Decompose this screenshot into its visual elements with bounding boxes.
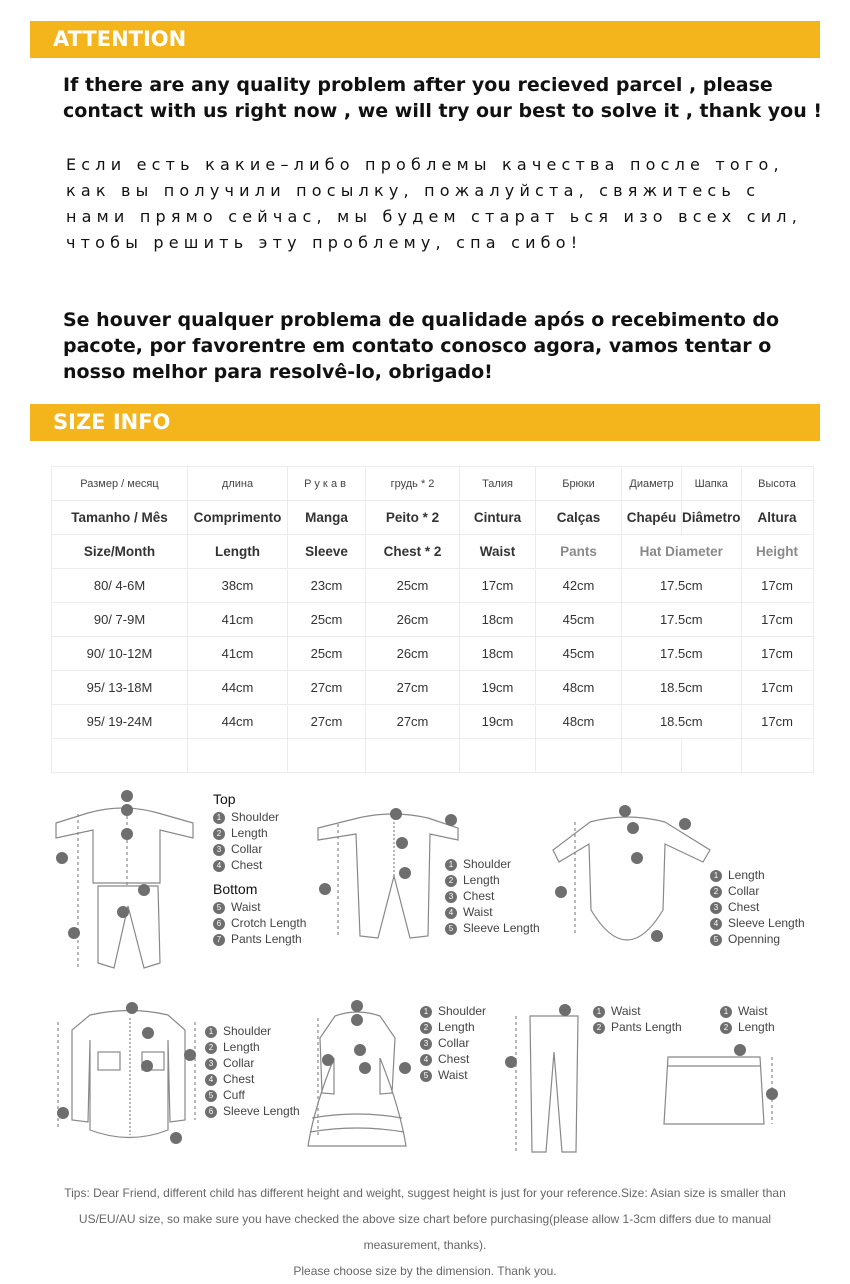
empty-cell [682, 739, 742, 773]
header-cell: Waist [460, 535, 536, 569]
shirt-diagram [50, 1000, 200, 1150]
legend-item: Pants Length [611, 1020, 682, 1034]
leggings-legend: 1 Waist 2 Pants Length [593, 1003, 682, 1035]
size-row [52, 603, 814, 637]
size-cell: 19cm [460, 705, 536, 739]
header-cell: Брюки [536, 467, 622, 501]
legend-item: Openning [728, 932, 781, 946]
attention-portuguese-text: Se houver qualquer problema de qualidade após o recebimento do pacote, por favorentre em contato conosco agora, vamos tentar o nosso melhor para resolvê-lo, obrigado! [63, 309, 780, 383]
legend-item: Collar [223, 1056, 255, 1070]
bodysuit-legend: 1 Length 2 Collar 3 Chest 4 Sleeve Length 5 Openning [710, 867, 805, 947]
empty-cell [52, 739, 188, 773]
size-cell: 17cm [741, 671, 813, 705]
size-cell: 18cm [460, 637, 536, 671]
attention-title: ATTENTION [53, 27, 187, 51]
legend-item: Shoulder [231, 810, 280, 824]
header-row-russian [52, 467, 814, 501]
jumpsuit-illustration [308, 806, 468, 946]
tips-text [45, 1180, 805, 1284]
header-cell: Pants [536, 535, 622, 569]
legend-item: Crotch Length [231, 916, 307, 930]
header-cell: Размер / месяц [52, 467, 188, 501]
header-cell: Sleeve [288, 535, 366, 569]
legend-item: Shoulder [438, 1004, 487, 1018]
legend-item: Length [463, 873, 500, 887]
legend-item: Chest [223, 1072, 255, 1086]
attention-english-text: If there are any quality problem after you recieved parcel , please contact with us right now , we will try our best to solve it , thank you ! [63, 74, 823, 122]
header-cell: Height [741, 535, 813, 569]
size-cell: 48cm [536, 671, 622, 705]
top-heading: Top [213, 791, 236, 807]
size-cell: 80/ 4-6M [52, 569, 188, 603]
size-cell: 17cm [741, 637, 813, 671]
header-cell: Altura [741, 501, 813, 535]
size-chart-table [51, 466, 814, 773]
attention-russian-text: Если есть какие–либо проблемы качества после того, как вы получили посылку, пожалуйста, свяжитесь с нами прямо сейчас, мы будем старат ься изо всех сил, чтобы решить эту проблему, спа сибо! [66, 155, 803, 252]
size-cell: 17cm [741, 603, 813, 637]
size-rows [52, 569, 814, 773]
legend-item: Sleeve Length [728, 916, 805, 930]
header-cell: Size/Month [52, 535, 188, 569]
size-cell: 17.5cm [622, 637, 742, 671]
legend-item: Sleeve Length [463, 921, 540, 935]
empty-cell [366, 739, 460, 773]
legend-item: Collar [728, 884, 760, 898]
size-cell: 25cm [288, 637, 366, 671]
legend-item: Length [223, 1040, 260, 1054]
jumpsuit-diagram [308, 806, 468, 946]
leggings-illustration [500, 1002, 590, 1157]
bottom-heading: Bottom [213, 881, 258, 897]
empty-cell [741, 739, 813, 773]
dress-legend: 1 Shoulder 2 Length 3 Collar 4 Chest 5 Waist [420, 1003, 486, 1083]
bodysuit-illustration [545, 800, 715, 950]
header-cell: Hat Diameter [622, 535, 742, 569]
header-cell: Диаметр [622, 467, 682, 501]
size-cell: 25cm [366, 569, 460, 603]
legend-item: Waist [738, 1004, 768, 1018]
size-row [52, 705, 814, 739]
bodysuit-diagram [545, 800, 715, 950]
size-cell: 48cm [536, 705, 622, 739]
empty-cell [188, 739, 288, 773]
size-row [52, 637, 814, 671]
size-cell: 95/ 19-24M [52, 705, 188, 739]
size-info-banner [30, 404, 820, 441]
legend-item: Waist [231, 900, 261, 914]
sweater-and-pants-illustration [48, 788, 208, 983]
skirt-legend: 1 Waist 2 Length [720, 1003, 775, 1035]
size-cell: 27cm [288, 671, 366, 705]
top-legend: Top 1 Shoulder 2 Length 3 Collar 4 Chest [213, 791, 280, 872]
size-cell: 23cm [288, 569, 366, 603]
size-cell: 45cm [536, 603, 622, 637]
size-row [52, 671, 814, 705]
jumpsuit-legend: 1 Shoulder 2 Length 3 Chest 4 Waist 5 Sleeve Length [445, 856, 540, 936]
header-cell: Талия [460, 467, 536, 501]
legend-item: Length [728, 868, 765, 882]
header-cell: Рукав [288, 467, 366, 501]
legend-item: Pants Length [231, 932, 302, 946]
size-cell: 27cm [288, 705, 366, 739]
legend-item: Length [438, 1020, 475, 1034]
size-cell: 95/ 13-18M [52, 671, 188, 705]
legend-item: Collar [438, 1036, 470, 1050]
size-cell: 45cm [536, 637, 622, 671]
tips-line: Tips: Dear Friend, different child has different height and weight, suggest height is just for your reference.Size: Asian size is smaller than US/EU/AU size, so make sure you have checked the above size chart before purchasing(please allow 1-3cm differs due to manual measurement, thanks). [64, 1186, 786, 1252]
header-cell: Manga [288, 501, 366, 535]
size-cell: 38cm [188, 569, 288, 603]
legend-item: Waist [611, 1004, 641, 1018]
legend-item: Chest [438, 1052, 470, 1066]
size-cell: 90/ 7-9M [52, 603, 188, 637]
top-bottom-set-diagram [48, 788, 208, 983]
size-cell: 27cm [366, 705, 460, 739]
size-cell: 27cm [366, 671, 460, 705]
size-cell: 25cm [288, 603, 366, 637]
size-cell: 44cm [188, 671, 288, 705]
legend-item: Sleeve Length [223, 1104, 300, 1118]
header-cell: Шапка [682, 467, 742, 501]
legend-item: Shoulder [463, 857, 512, 871]
shirt-legend: 1 Shoulder 2 Length 3 Collar 4 Chest 5 Cuff 6 Sleeve Length [205, 1023, 300, 1119]
header-cell: Calças [536, 501, 622, 535]
attention-banner [30, 21, 820, 58]
tips-closing: Please choose size by the dimension. Thank you. [293, 1264, 557, 1278]
legend-item: Cuff [223, 1088, 245, 1102]
legend-item: Collar [231, 842, 263, 856]
skirt-illustration [660, 1042, 780, 1132]
size-cell: 42cm [536, 569, 622, 603]
bottom-legend: Bottom 5 Waist 6 Crotch Length 7 Pants Length [213, 881, 307, 946]
header-cell: Diâmetro [682, 501, 742, 535]
size-cell: 17.5cm [622, 569, 742, 603]
empty-row [52, 739, 814, 773]
size-cell: 19cm [460, 671, 536, 705]
header-cell: Высота [741, 467, 813, 501]
size-cell: 17cm [460, 569, 536, 603]
size-cell: 17cm [741, 705, 813, 739]
empty-cell [622, 739, 682, 773]
header-cell: грудь * 2 [366, 467, 460, 501]
size-cell: 41cm [188, 603, 288, 637]
size-cell: 26cm [366, 637, 460, 671]
skirt-diagram [660, 1042, 780, 1132]
size-cell: 17.5cm [622, 603, 742, 637]
size-cell: 17cm [741, 569, 813, 603]
legend-item: Chest [463, 889, 495, 903]
legend-item: Length [231, 826, 268, 840]
header-cell: Cintura [460, 501, 536, 535]
size-cell: 18.5cm [622, 705, 742, 739]
header-cell: длина [188, 467, 288, 501]
shirt-illustration [50, 1000, 200, 1150]
size-info-title: SIZE INFO [53, 410, 171, 434]
size-cell: 44cm [188, 705, 288, 739]
header-cell: Chest * 2 [366, 535, 460, 569]
size-cell: 18.5cm [622, 671, 742, 705]
legend-item: Length [738, 1020, 775, 1034]
legend-item: Waist [438, 1068, 468, 1082]
size-cell: 18cm [460, 603, 536, 637]
size-cell: 41cm [188, 637, 288, 671]
header-row-portuguese [52, 501, 814, 535]
dress-diagram [300, 998, 415, 1153]
header-row-english [52, 535, 814, 569]
header-cell: Peito * 2 [366, 501, 460, 535]
header-cell: Chapéu [622, 501, 682, 535]
dress-illustration [300, 998, 415, 1153]
header-cell: Length [188, 535, 288, 569]
legend-item: Shoulder [223, 1024, 272, 1038]
empty-cell [288, 739, 366, 773]
header-cell: Tamanho / Mês [52, 501, 188, 535]
legend-item: Chest [231, 858, 263, 872]
empty-cell [460, 739, 536, 773]
header-cell: Comprimento [188, 501, 288, 535]
size-cell: 90/ 10-12M [52, 637, 188, 671]
size-row [52, 569, 814, 603]
empty-cell [536, 739, 622, 773]
size-cell: 26cm [366, 603, 460, 637]
leggings-diagram [500, 1002, 590, 1157]
legend-item: Waist [463, 905, 493, 919]
legend-item: Chest [728, 900, 760, 914]
